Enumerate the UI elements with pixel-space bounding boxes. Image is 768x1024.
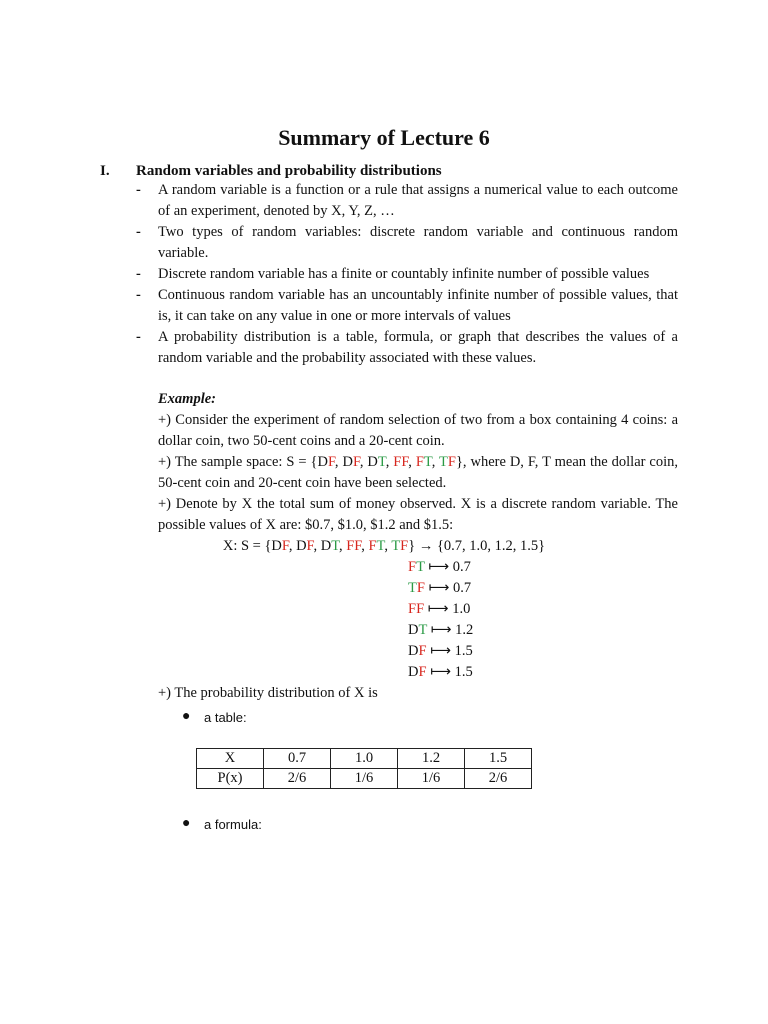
table-cell: 1.2: [398, 749, 465, 769]
list-item: - Continuous random variable has an uncountably infinite number of possible values, that is, it can take on any value in one or more intervals of values: [136, 287, 678, 324]
outcome: TF: [439, 454, 456, 470]
outcome: FF: [346, 538, 362, 554]
outcome: FT: [415, 454, 432, 470]
outcome: DF: [342, 454, 360, 470]
example-paragraph-1: +) Consider the experiment of random selection of two from a box containing 4 coins: a dollar coin, two 50-cent coins and a 20-cent coin.: [158, 412, 678, 449]
mapping-item: DF ⟼ 1.5: [408, 643, 473, 659]
table-label: a table:: [204, 710, 247, 725]
list-item: - A random variable is a function or a rule that assigns a numerical value to each outcome of an experiment, denoted by X, Y, Z, …: [136, 182, 678, 219]
distribution-table: [196, 748, 532, 789]
table-cell: 2/6: [264, 769, 331, 789]
formula-label: a formula:: [204, 817, 262, 832]
distribution-intro: +) The probability distribution of X is: [158, 685, 378, 701]
outcome-list: DF, DF, DT, FF, FT, TF: [271, 538, 409, 554]
dash-bullet: -: [136, 266, 141, 282]
table-cell: 1.0: [331, 749, 398, 769]
mapping-item: DF ⟼ 1.5: [408, 664, 473, 680]
outcome: DF: [317, 454, 335, 470]
table-row: [197, 749, 532, 769]
list-item: - Two types of random variables: discrete random variable and continuous random variable.: [136, 224, 678, 261]
outcome: DF: [271, 538, 289, 554]
sample-space-paragraph: +) The sample space: S = {DF, DF, DT, FF, FT, TF}, where D, F, T mean the dollar coin, 50-cent coin and 20-cent coin have been selected.: [158, 454, 679, 491]
mapping-item: DT ⟼ 1.2: [408, 622, 474, 638]
page-title: Summary of Lecture 6: [278, 125, 490, 150]
outcome-list: DF, DF, DT, FF, FT, TF: [317, 454, 456, 470]
mapping-item: FF ⟼ 1.0: [408, 601, 471, 617]
section-number: I.: [100, 163, 110, 179]
outcome: DT: [320, 538, 339, 554]
table-cell: 0.7: [264, 749, 331, 769]
section-heading: [100, 160, 680, 182]
dash-bullet: -: [136, 224, 141, 240]
dash-bullet: -: [136, 329, 141, 345]
dash-bullet: -: [136, 182, 141, 198]
bullet-dot: ●: [182, 709, 191, 724]
outcome: DF: [296, 538, 314, 554]
table-row: [197, 769, 532, 789]
list-item: - Discrete random variable has a finite or countably infinite number of possible values: [136, 264, 678, 285]
outcome: FT: [368, 538, 385, 554]
bullet-dot: ●: [182, 816, 191, 831]
table-cell: 1.5: [465, 749, 532, 769]
bullet-list: [136, 180, 678, 369]
outcome: DT: [367, 454, 386, 470]
mapping-item: FT ⟼ 0.7: [408, 559, 471, 575]
table-cell: 2/6: [465, 769, 532, 789]
example-paragraph-3: +) Denote by X the total sum of money observed. X is a discrete random variable. The possible values of X are: $0.7, $1.0, $1.2 and $1.5:: [158, 496, 678, 533]
outcome: FF: [393, 454, 409, 470]
table-cell: 1/6: [398, 769, 465, 789]
mapping-item: TF ⟼ 0.7: [408, 580, 472, 596]
section-title: Random variables and probability distributions: [136, 163, 442, 179]
table-cell: 1/6: [331, 769, 398, 789]
mapping-line: X: S = {DF, DF, DT, FF, FT, TF} → {0.7, 1.0, 1.2, 1.5}: [222, 538, 546, 554]
list-item: - A probability distribution is a table, formula, or graph that describes the values of a random variable and the probability associated with these values.: [136, 329, 678, 366]
table-cell: P(x): [197, 769, 264, 789]
outcome: TF: [391, 538, 409, 554]
table-cell: X: [197, 749, 264, 769]
dash-bullet: -: [136, 287, 141, 303]
example-heading: Example:: [158, 391, 216, 407]
